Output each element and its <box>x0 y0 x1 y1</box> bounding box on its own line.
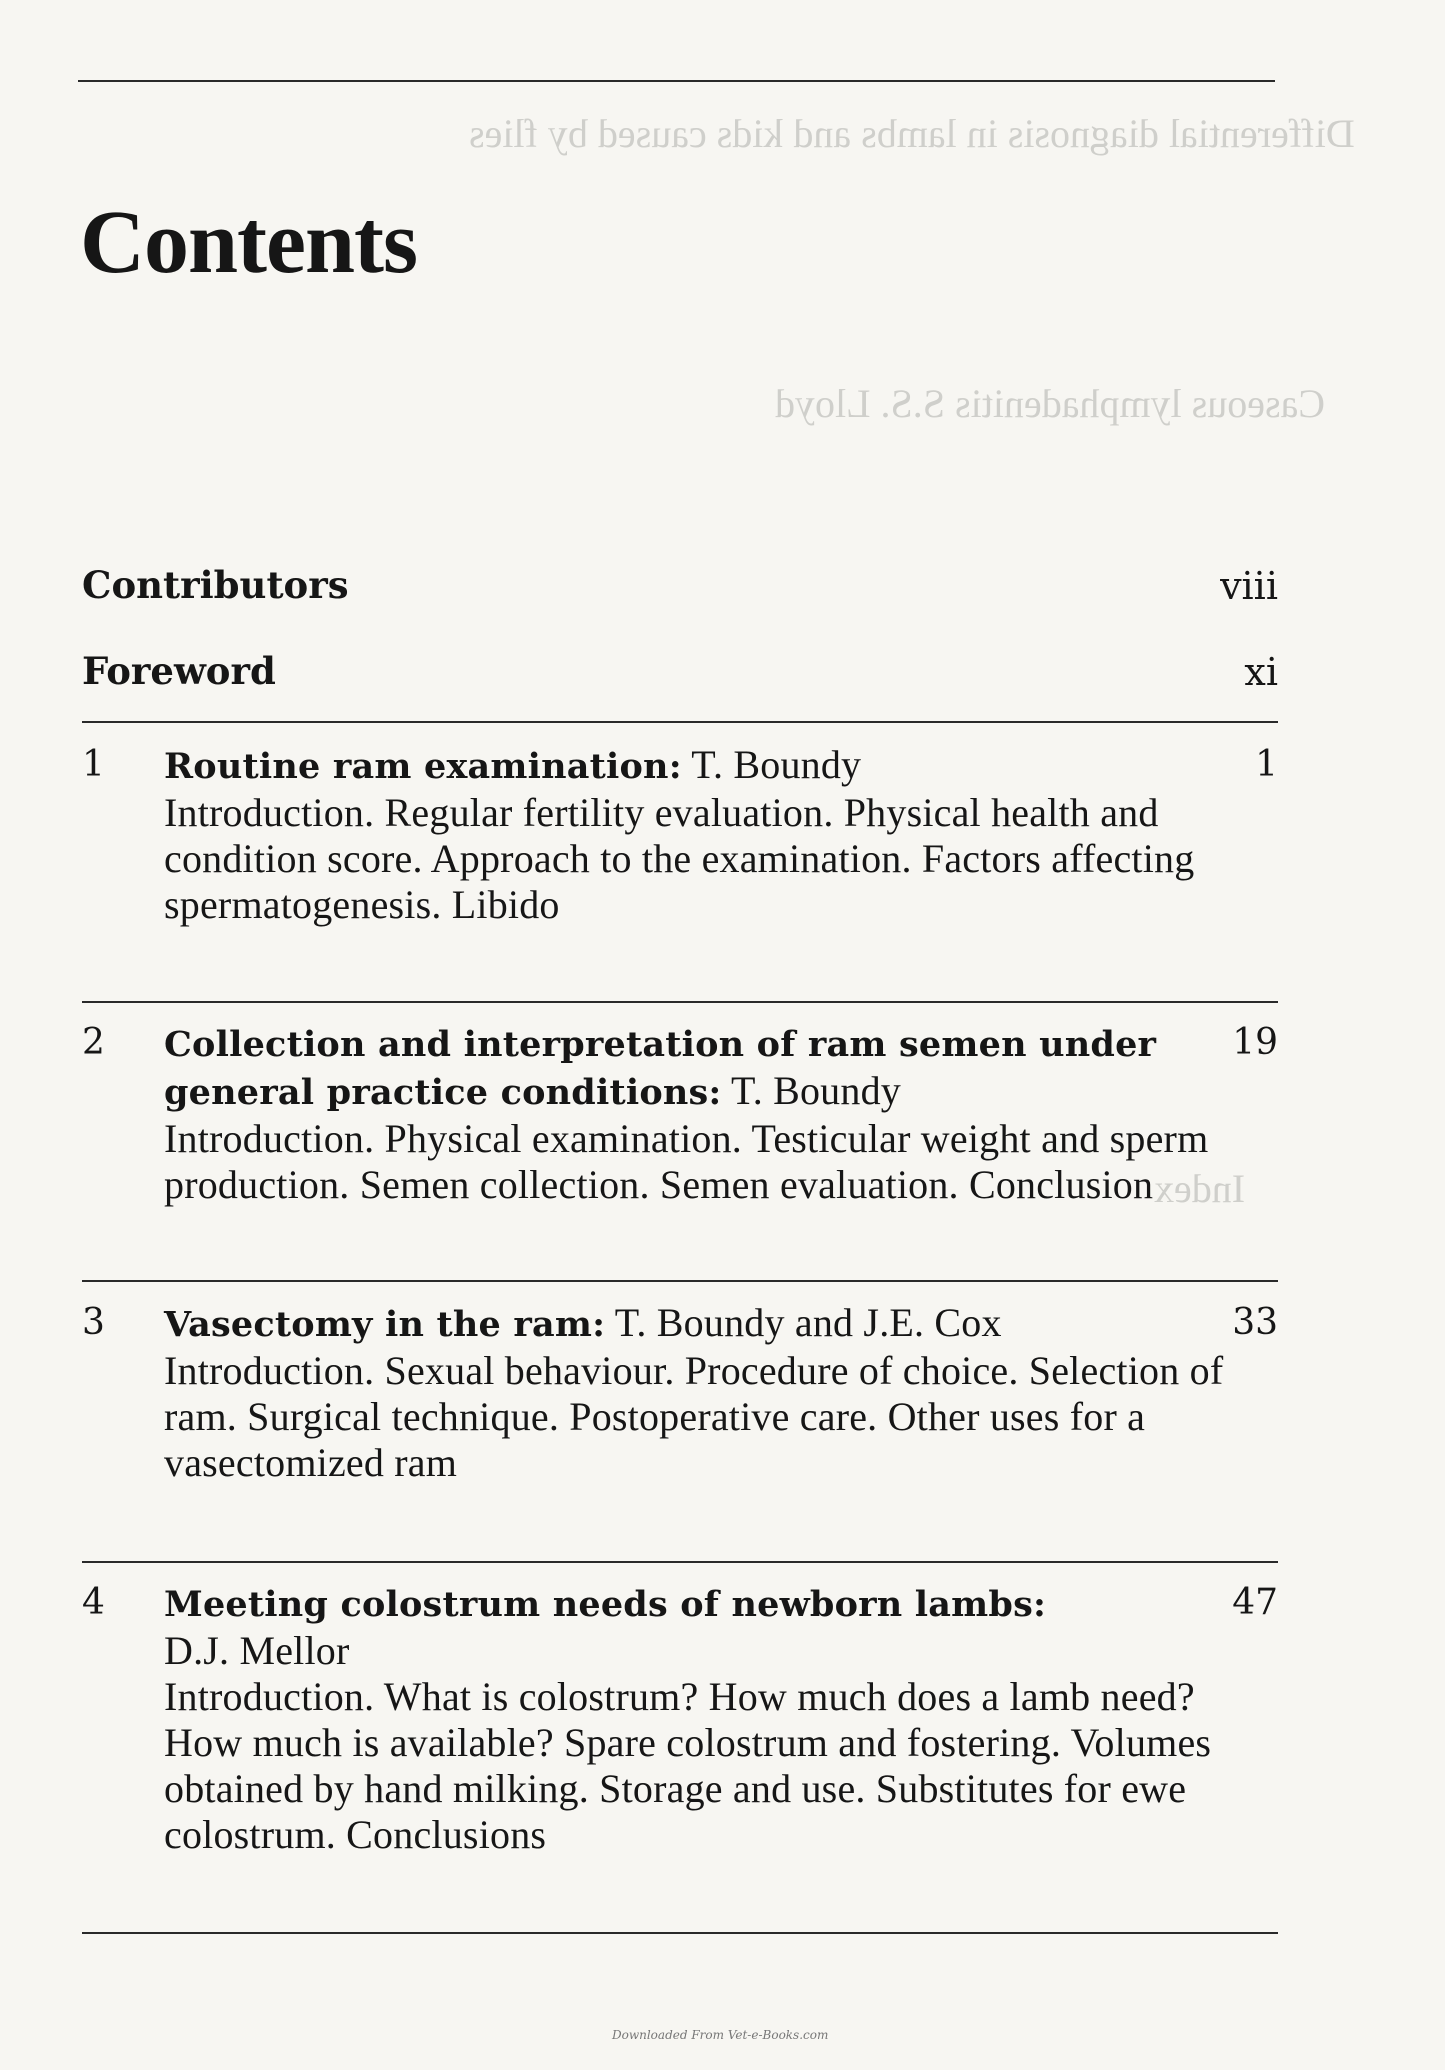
bleed-through-text: Caseous lymphadenitis S.S. Lloyd <box>775 381 1325 426</box>
top-rule <box>78 80 1275 82</box>
chapter-summary: Introduction. Physical examination. Testicular weight and sperm production. Semen collection. Semen evaluation. Conclusion <box>164 1116 1209 1207</box>
chapter-summary: Introduction. Regular fertility evaluation. Physical health and condition score. Approach to the examination. Factors affecting spermatogenesis. Libido <box>164 790 1195 927</box>
chapter-body <box>164 1580 1264 1858</box>
chapter-authors: D.J. Mellor <box>164 1628 350 1673</box>
chapter-authors: T. Boundy <box>681 742 862 787</box>
toc-entry-label: Foreword <box>82 649 276 693</box>
bleed-through-text: Index <box>1153 1166 1245 1211</box>
chapter-summary: Introduction. Sexual behaviour. Procedure of choice. Selection of ram. Surgical technique. Postoperative care. Other uses for a vasectomized ram <box>164 1348 1224 1485</box>
chapter-title: Meeting colostrum needs of newborn lambs: <box>164 1584 1047 1625</box>
toc-entry-foreword[interactable] <box>82 649 1278 694</box>
bleed-through-text: Differential diagnosis in lambs and kids caused by flies <box>469 111 1355 156</box>
chapter-authors: T. Boundy <box>721 1068 901 1113</box>
chapter-title: Vasectomy in the ram: <box>164 1304 606 1345</box>
toc-chapter-2[interactable] <box>82 1020 1278 1208</box>
chapter-page-number: 1 <box>1255 744 1278 785</box>
chapter-title: Routine ram examination: <box>164 746 682 787</box>
toc-entry-label: Contributors <box>82 563 349 607</box>
divider-rule <box>82 1001 1278 1003</box>
chapter-summary: Introduction. What is colostrum? How much does a lamb need? How much is available? Spare colostrum and fostering. Volumes obtained by hand milking. Storage and use. Substitutes for ewe colostrum. Conclusions <box>164 1674 1212 1857</box>
toc-chapter-3[interactable] <box>82 1300 1278 1486</box>
divider-rule <box>82 1932 1278 1934</box>
toc-chapter-4[interactable] <box>82 1580 1278 1858</box>
chapter-body <box>164 1300 1264 1486</box>
chapter-number: 2 <box>82 1022 105 1063</box>
chapter-number: 1 <box>82 744 105 785</box>
toc-page-number: viii <box>1220 564 1278 608</box>
chapter-title: Collection and interpretation of ram semen under general practice conditions: <box>164 1024 1157 1113</box>
chapter-page-number: 47 <box>1232 1582 1278 1623</box>
toc-entry-contributors[interactable] <box>82 563 1278 608</box>
chapter-number: 4 <box>82 1582 105 1623</box>
chapter-page-number: 19 <box>1232 1022 1278 1063</box>
chapter-authors: T. Boundy and J.E. Cox <box>605 1300 1002 1345</box>
page-title: Contents <box>80 193 418 292</box>
chapter-page-number: 33 <box>1232 1302 1278 1343</box>
divider-rule <box>82 721 1278 723</box>
divider-rule <box>82 1280 1278 1282</box>
divider-rule <box>82 1561 1278 1563</box>
toc-page-number: xi <box>1244 650 1278 694</box>
chapter-body <box>164 1020 1264 1208</box>
download-credit: Downloaded From Vet-e-Books.com <box>612 2028 829 2042</box>
toc-chapter-1[interactable] <box>82 742 1278 928</box>
chapter-number: 3 <box>82 1302 105 1343</box>
chapter-body <box>164 742 1264 928</box>
